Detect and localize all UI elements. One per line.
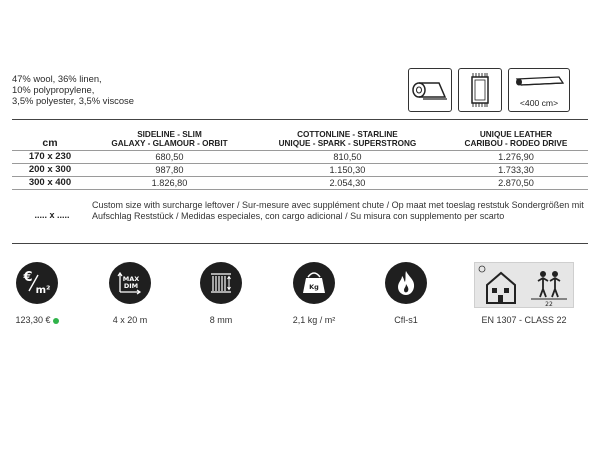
spec-pile-height	[183, 262, 259, 325]
price-table-header	[12, 128, 588, 150]
top-divider	[12, 119, 588, 120]
column-header: COTTONLINE - STARLINE UNIQUE - SPARK - SUPERSTRONG	[278, 129, 417, 148]
spec-caption: EN 1307 - CLASS 22	[481, 315, 567, 325]
flame-icon	[385, 262, 427, 304]
price-cell: 987,80	[88, 163, 251, 176]
euro-per-m2-icon	[16, 262, 58, 304]
price-cell: 810,50	[251, 150, 444, 163]
spec-caption: 8 mm	[209, 315, 233, 325]
size-cell: 200 x 300	[12, 163, 88, 176]
in-stock-dot	[53, 318, 59, 324]
size-header: cm	[42, 136, 58, 149]
composition-line: 3,5% polyester, 3,5% viscose	[12, 95, 134, 106]
spec-price-per-m2	[0, 262, 75, 325]
custom-size-text: Custom size with surcharge leftover / Sur-mesure avec supplément chute / Op maat met toeslag reststuk Sondergrößen mit Aufschlag Reststück / Medidas especiales, con cargo adicional / Su misura con supplemento per scarto	[92, 200, 584, 221]
max-dim-icon	[109, 262, 151, 304]
spec-caption: Cfl-s1	[394, 315, 418, 325]
roll-width-label: <400 cm>	[519, 98, 559, 108]
usage-class-number: 22	[545, 301, 553, 307]
spec-icons	[0, 262, 600, 332]
table-row	[12, 176, 588, 189]
roll-width-icon	[508, 68, 570, 112]
price-cell: 2.054,30	[251, 176, 444, 189]
svg-text:MAX: MAX	[122, 275, 140, 283]
price-cell: 1.826,80	[88, 176, 251, 189]
price-cell: 2.870,50	[444, 176, 588, 189]
bottom-divider	[12, 243, 588, 244]
column-header: SIDELINE - SLIM GALAXY - GLAMOUR - ORBIT	[111, 129, 228, 148]
size-cell: 170 x 230	[12, 150, 88, 163]
price-cell: 1.276,90	[444, 150, 588, 163]
svg-text:DIM: DIM	[123, 282, 139, 290]
roll-icon	[408, 68, 452, 112]
table-row	[12, 150, 588, 163]
header-icons	[408, 68, 570, 112]
svg-text:€: €	[23, 270, 33, 285]
price-cell: 680,50	[88, 150, 251, 163]
size-cell: 300 x 400	[12, 176, 88, 189]
spec-caption: 4 x 20 m	[112, 315, 148, 325]
fringed-rug-icon	[458, 68, 502, 112]
pile-height-icon	[200, 262, 242, 304]
svg-text:Kg: Kg	[309, 283, 319, 291]
spec-max-dimension	[92, 262, 168, 325]
spec-weight	[276, 262, 352, 325]
spec-caption: 2,1 kg / m²	[292, 315, 336, 325]
custom-size-label: ..... x .....	[34, 210, 70, 220]
table-row	[12, 163, 588, 176]
composition-text	[12, 73, 134, 106]
svg-text:m²: m²	[35, 285, 51, 296]
column-header: UNIQUE LEATHER CARIBOU - RODEO DRIVE	[464, 129, 568, 148]
spec-caption: 123,30 €	[0, 315, 75, 325]
usage-class-icon	[474, 262, 574, 308]
composition-line: 47% wool, 36% linen,	[12, 73, 102, 84]
price-cell: 1.733,30	[444, 163, 588, 176]
spec-fire-class	[368, 262, 444, 325]
price-table	[12, 128, 588, 190]
price-cell: 1.150,30	[251, 163, 444, 176]
weight-icon	[293, 262, 335, 304]
composition-line: 10% polypropylene,	[12, 84, 95, 95]
